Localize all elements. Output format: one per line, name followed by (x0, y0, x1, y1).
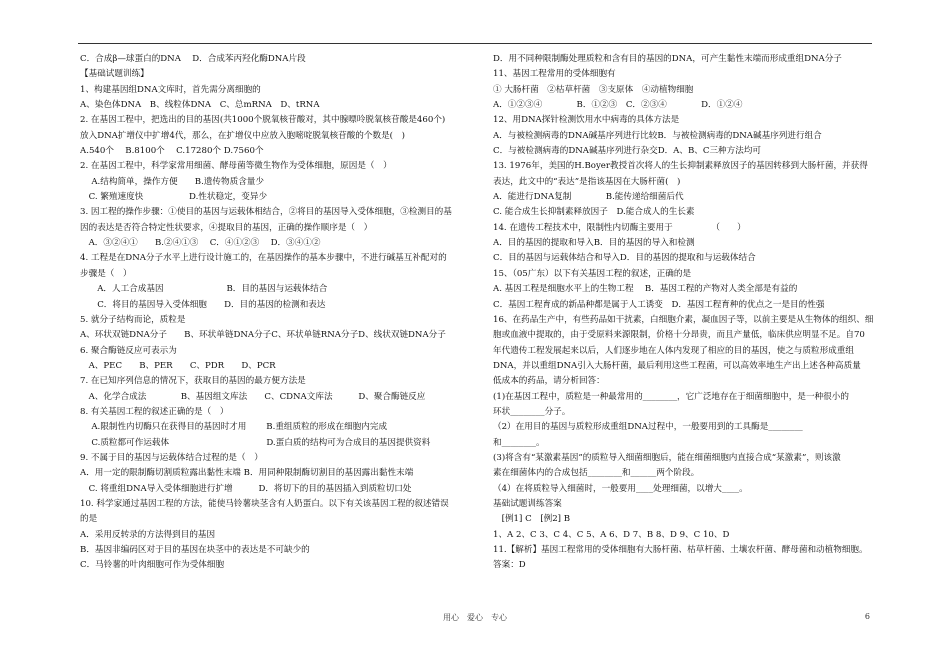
left-column-line: 6. 聚合酶链反应可表示为 (80, 345, 177, 356)
right-column-line: 素在细菌体内的合成包括________和______两个阶段。 (493, 468, 700, 479)
footer-slogan: 用心 爱心 专心 (443, 613, 507, 622)
left-column-line: 1、构建基因组DNA文库时，首先需分离细胞的 (80, 84, 261, 95)
left-column-line: A.结构简单，操作方便 B.遗传物质含量少 (80, 176, 264, 187)
left-column-line: C．将目的基因导入受体细胞 D．目的基因的检测和表达 (80, 299, 326, 310)
right-column (493, 52, 885, 574)
left-column-line: B．基因非编码区对于目的基因在块茎中的表达是不可缺少的 (80, 545, 310, 555)
right-column-line: 表达，此文中的“表达”是指该基因在大肠杆菌( ) (493, 176, 681, 187)
left-column-line: A．③②④① B.②④①③ C．④①②③ D．③④①② (80, 238, 321, 249)
left-column-line: 4. 工程是在DNA分子水平上进行设计施工的，在基因操作的基本步骤中，不进行碱基互补配对的 (80, 253, 447, 264)
right-column-line: C. 能合成生长抑制素释放因子 D.能合成人的生长素 (493, 207, 695, 218)
left-column-line: A、PEC B、PER C、PDR D、PCR (80, 360, 276, 371)
left-column-line: 的是 (80, 514, 98, 525)
right-column-line: （4）在将质粒导入细菌时，一般要用____处理细菌，以增大____。 (493, 483, 748, 494)
right-column-line: 14. 在遗传工程技术中，限制性内切酶主要用于 （ ） (493, 222, 746, 233)
right-column-line: 年代遗传工程发展起来以后，人们逐步地在人体内发现了相应的目的基因，使之与质粒形成重组 (493, 345, 854, 356)
right-column-line: ① 大肠杆菌 ②枯草杆菌 ③支原体 ④动植物细胞 (493, 84, 694, 95)
right-column-line: 1、A 2、C 3、C 4、C 5、A 6、D 7、B 8、D 9、C 10、D (493, 529, 730, 540)
right-column-line: 11.【解析】基因工程常用的受体细胞有大肠杆菌、枯草杆菌、土壤农杆菌、酵母菌和动植物细胞。 (493, 545, 868, 555)
right-column-line: 和________。 (493, 437, 545, 448)
left-column-line: 5. 就分子结构而论，质粒是 (80, 314, 186, 325)
left-column-line: 2. 在基因工程中，把选出的目的基因(共1000个脱氧核苷酸对，其中腺嘌呤脱氧核苷酸是460个) (80, 115, 446, 126)
left-column-line: A．采用反转录的方法得到目的基因 (80, 529, 216, 540)
right-column-line: （2）在用目的基因与质粒形成重组DNA过程中，一般要用到的工具酶是________ (493, 422, 803, 433)
left-column-line: A、染色体DNA B、线粒体DNA C、总mRNA D、tRNA (80, 100, 320, 111)
right-column-line: A．能进行DNA复制 B.能传递给细菌后代 (493, 192, 684, 203)
left-column-line: C.质粒都可作运载体 D.蛋白质的结构可为合成目的基因提供资料 (80, 437, 431, 448)
right-column-line: 环状________分子。 (493, 406, 571, 417)
left-column (80, 52, 470, 574)
right-column-line: D．用不同种限制酶处理质粒和含有目的基因的DNA，可产生黏性末端而形成重组DNA分子 (493, 54, 842, 64)
right-column-line: A. 基因工程是细胞水平上的生物工程 B．基因工程的产物对人类全部是有益的 (493, 284, 798, 295)
right-column-line: [例1] C [例2] B (493, 514, 571, 525)
page-number: 6 (864, 612, 870, 621)
left-column-line: C. 将重组DNA导入受体细胞进行扩增 D．将切下的目的基因插入到质粒切口处 (80, 483, 412, 494)
right-column-line: A．①②③④ B．①②③ C．②③④ D．①②④ (493, 100, 743, 111)
right-column-line: 基础试题训练答案 (493, 498, 562, 509)
right-column-line: 胞或血液中提取的，由于受原料来源限制，价格十分昂贵，而且产量低，临床供应明显不足。自70 (493, 330, 865, 341)
left-column-line: A．用一定的限制酶切割质粒露出黏性末端 B．用同种限制酶切割目的基因露出黏性末端 (80, 468, 414, 479)
left-column-line: 8. 有关基因工程的叙述正确的是（ ） (80, 406, 229, 417)
right-column-line: C．与被检测病毒的DNA碱基序列进行杂交D．A、B、C三种方法均可 (493, 146, 762, 157)
left-column-line: 7. 在已知序列信息的情况下，获取目的基因的最方便方法是 (80, 376, 306, 387)
right-column-line: 答案：D (493, 560, 526, 571)
right-column-line: 12、用DNA探针检测饮用水中病毒的具体方法是 (493, 115, 680, 126)
left-column-line: A、环状双链DNA分子 B、环状单链DNA分子C、环状单链RNA分子D、线状双链DNA分子 (80, 330, 446, 341)
right-column-line: 11、基因工程常用的受体细胞有 (493, 69, 616, 80)
left-column-line: C．马铃薯的叶肉细胞可作为受体细胞 (80, 560, 225, 571)
left-column-line: A、化学合成法 B、基因组文库法 C、CDNA文库法 D、聚合酶链反应 (80, 391, 426, 402)
left-column-line: 步骤是（ ） (80, 268, 132, 279)
right-column-line: C．基因工程育成的新品种都是属于人工诱变 D．基因工程育种的优点之一是目的性强 (493, 299, 825, 310)
right-column-line: (3)将含有“某激素基因”的质粒导入细菌细胞后，能在细菌细胞内直接合成“某激素”，则该激 (493, 452, 841, 463)
right-column-line: 16、在药品生产中，有些药品如干扰素，白细胞介素，凝血因子等，以前主要是从生物体的组织、细 (493, 314, 874, 325)
left-column-line: 10. 科学家通过基因工程的方法，能使马铃薯块茎含有人奶蛋白。以下有关该基因工程的叙述错误 (80, 498, 449, 509)
left-column-line: A.540个 B.8100个 C.17280个 D.7560个 (80, 146, 264, 157)
left-column-line: A.限制性内切酶只在获得目的基因时才用 B.重组质粒的形成在细胞内完成 (80, 422, 388, 433)
right-column-line: DNA，并以重组DNA引入大肠杆菌，最后利用这些工程菌，可以高效率地生产出上述各种高质量 (493, 360, 861, 371)
right-column-line: A．目的基因的提取和导入B．目的基因的导入和检测 (493, 238, 695, 249)
left-column-line: C．合成β—球蛋白的DNA D．合成苯丙羟化酶DNA片段 (80, 54, 306, 64)
left-column-line: A．人工合成基因 B．目的基因与运载体结合 (80, 284, 328, 295)
right-column-line: A．与被检测病毒的DNA碱基序列进行比较B．与被检测病毒的DNA碱基序列进行组合 (493, 130, 822, 141)
left-column-line: C. 繁殖速度快 D.性状稳定，变异少 (80, 192, 268, 203)
right-column-line: C．目的基因与运载体结合和导入D．目的基因的提取和与运载体结合 (493, 253, 756, 264)
left-column-line: 【基础试题训练】 (80, 69, 149, 80)
right-column-line: (1)在基因工程中，质粒是一种最常用的________，它广泛地存在于细菌细胞中，是一种很小的 (493, 391, 849, 402)
right-column-line: 低成本的药品，请分析回答： (493, 376, 605, 387)
left-column-line: 放入DNA扩增仪中扩增4代，那么，在扩增仪中应放入胞嘧啶脱氧核苷酸的个数是( ) (80, 130, 405, 141)
left-column-line: 2. 在基因工程中，科学家常用细菌、酵母菌等微生物作为受体细胞，原因是（ ） (80, 161, 392, 172)
left-column-line: 因的表达是否符合特定性状要求，④提取目的基因，正确的操作顺序是（ ） (80, 222, 373, 233)
left-column-line: 9. 不属于目的基因与运载体结合过程的是（ ） (80, 452, 263, 463)
left-column-line: 3. 因工程的操作步骤：①使目的基因与运载体相结合，②将目的基因导入受体细胞，③检测目的基 (80, 207, 452, 218)
right-column-line: 13. 1976年，美国的H.Boyer教授首次将人的生长抑制素释放因子的基因转移到大肠杆菌，并获得 (493, 161, 868, 172)
right-column-line: 15、（05广东）以下有关基因工程的叙述，正确的是 (493, 268, 692, 279)
header-rule (78, 43, 872, 44)
